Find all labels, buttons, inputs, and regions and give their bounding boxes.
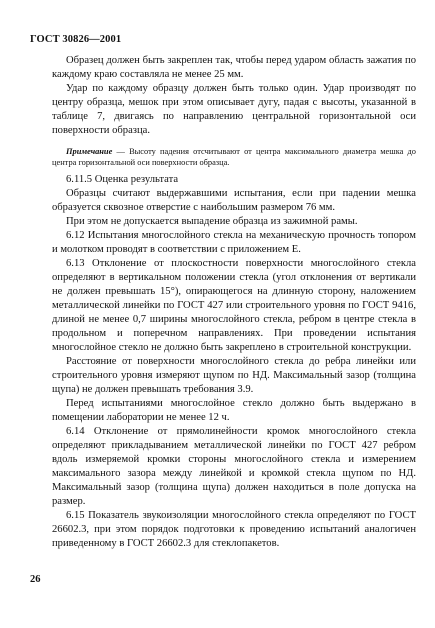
paragraph: Удар по каждому образцу должен быть только один. Удар производят по центру образца, мешок при этом описывает дугу, падая с высоты, указанной в таблице 7, двигаясь по направлению центральной горизонтальной оси поверхности образца. [52, 83, 416, 136]
paragraph: Образцы считают выдержавшими испытания, если при падении мешка образуется сквозное отверстие с наибольшим размером 76 мм. [52, 188, 416, 213]
page-number: 26 [30, 574, 41, 585]
document-body [52, 54, 416, 551]
paragraph: Расстояние от поверхности многослойного стекла до ребра линейки или строительного уровня измеряют щупом по НД. Максимальный зазор (толщина щупа) не должен превышать требования 3.9. [52, 356, 416, 395]
paragraph: Образец должен быть закреплен так, чтобы перед ударом область зажатия по каждому краю составляла не менее 25 мм. [52, 55, 416, 80]
paragraph: 6.13 Отклонение от плоскостности поверхности многослойного стекла определяют в вертикальном положении стекла (угол отклонения от вертикали не должен превышать 15°), опирающегося на длинную сторону, наложением металлической линейки по ГОСТ 427 или строительного уровня по ГОСТ 9416, длиной не менее 0,7 ширины многослойного стекла, ребром в центре стекла в продольном и поперечном направлениях. При проведении испытания многослойное стекло не должно быть закреплено в строительной конструкции. [52, 258, 416, 353]
paragraph: Перед испытаниями многослойное стекло должно быть выдержано в помещении лаборатории не менее 12 ч. [52, 398, 416, 423]
note-text: — Высоту падения отсчитывают от центра максимального диаметра мешка до центра горизонтальной оси поверхности образца. [52, 147, 416, 167]
section-heading: 6.11.5 Оценка результата [66, 174, 179, 185]
note-label: Примечание [66, 147, 113, 156]
paragraph: 6.15 Показатель звукоизоляции многослойного стекла определяют по ГОСТ 26602.3, при этом порядок подготовки к проведению испытаний аналогичен приведенному в ГОСТ 26602.3 для стеклопакетов. [52, 510, 416, 549]
paragraph: При этом не допускается выпадение образца из зажимной рамы. [66, 216, 358, 227]
paragraph: 6.14 Отклонение от прямолинейности кромок многослойного стекла определяют прикладыванием металлической линейки по ГОСТ 427 ребром вдоль измеряемой кромки стороны многослойного стекла и измерением максимального зазора между линейкой и кромкой стекла щупом по НД. Максимальный зазор (толщина щупа) должен находиться в поле допуска на размер. [52, 426, 416, 507]
note [52, 146, 416, 168]
document-header: ГОСТ 30826—2001 [30, 34, 122, 45]
paragraph: 6.12 Испытания многослойного стекла на механическую прочность топором и молотком проводят в соответствии с приложением Е. [52, 230, 416, 255]
